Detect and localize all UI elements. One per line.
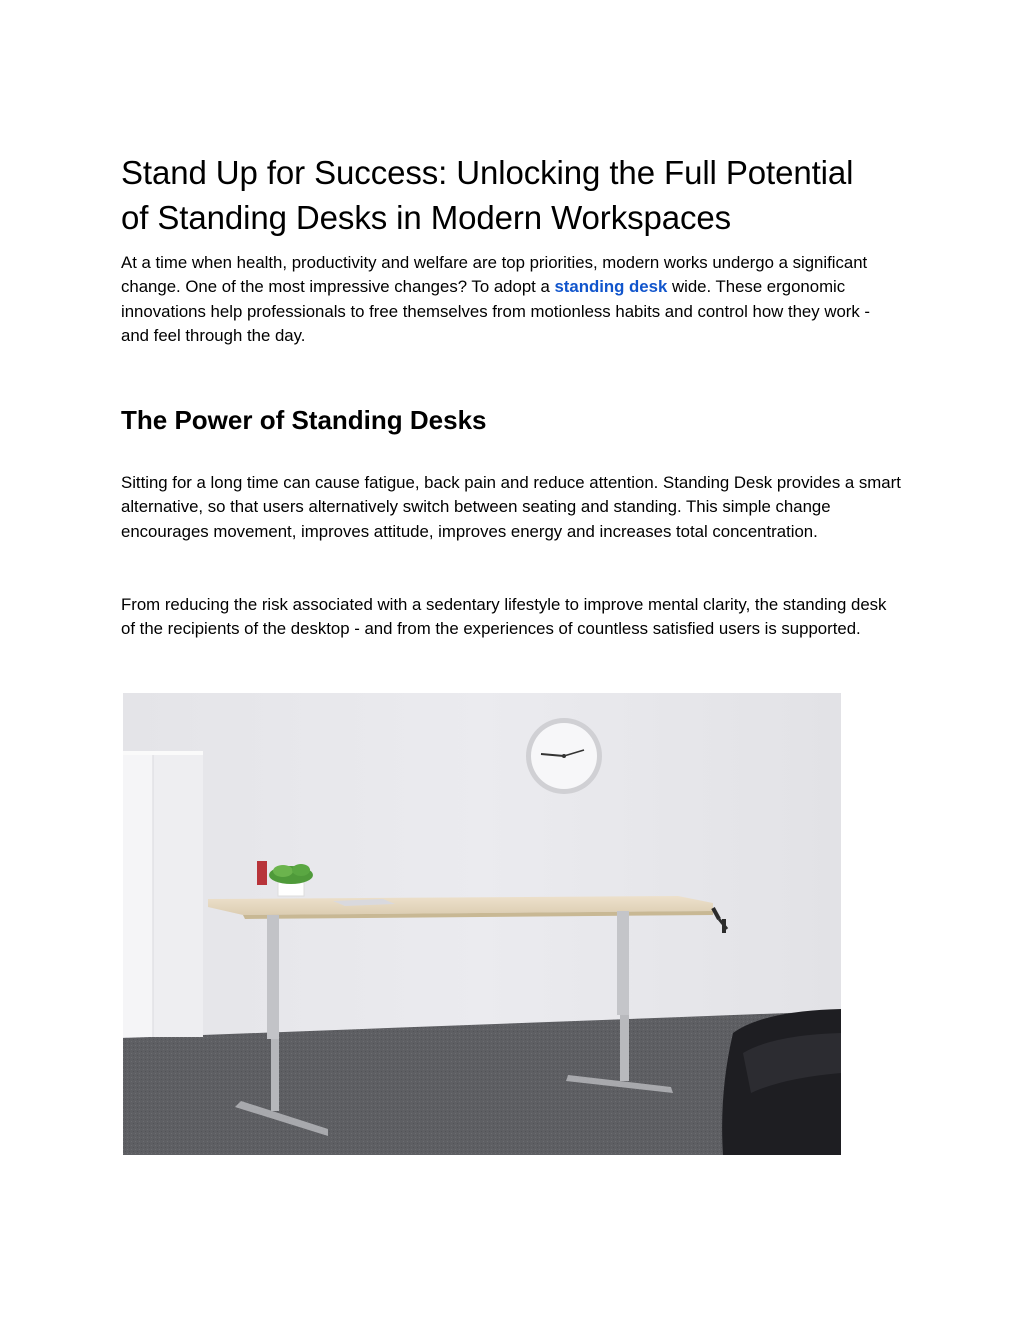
intro-text-end: wide. These ergonomic innovations help professionals to free themselves from motionless habits and control how they work - and feel through the day. bbox=[121, 277, 871, 346]
white-cabinet bbox=[123, 751, 203, 1037]
section-heading: The Power of Standing Desks bbox=[121, 405, 487, 435]
wall-clock-icon bbox=[526, 718, 602, 794]
wall bbox=[123, 693, 841, 1038]
title-line-1: Stand Up for Success: Unlocking the Full Potential bbox=[121, 154, 854, 191]
body-paragraph-2: From reducing the risk associated with a sedentary lifestyle to improve mental clarity, the standing desk of the recipients of the desktop - and from the experiences of countless satisfied users is supported. bbox=[121, 595, 887, 639]
page-title bbox=[121, 150, 901, 240]
black-armchair bbox=[722, 1009, 841, 1155]
standing-desk-photo bbox=[123, 693, 841, 1155]
body-paragraph-1: Sitting for a long time can cause fatigue, back pain and reduce attention. Standing Desk provides a smart alternative, so that users alternatively switch between seating and standing. This simple change encourages movement, improves attitude, improves energy and increases total concentration. bbox=[121, 473, 901, 541]
standing-desk-illustration bbox=[123, 693, 841, 1155]
title-line-2: of Standing Desks in Modern Workspaces bbox=[121, 199, 732, 236]
intro-paragraph bbox=[121, 251, 901, 349]
standing-desk-link[interactable]: standing desk bbox=[554, 277, 668, 297]
intro-text-start: At a time when health, productivity and welfare are top priorities, modern works undergo a significant change. One of the most impressive changes? To adopt a bbox=[121, 253, 868, 297]
small-red-sign bbox=[257, 861, 267, 885]
